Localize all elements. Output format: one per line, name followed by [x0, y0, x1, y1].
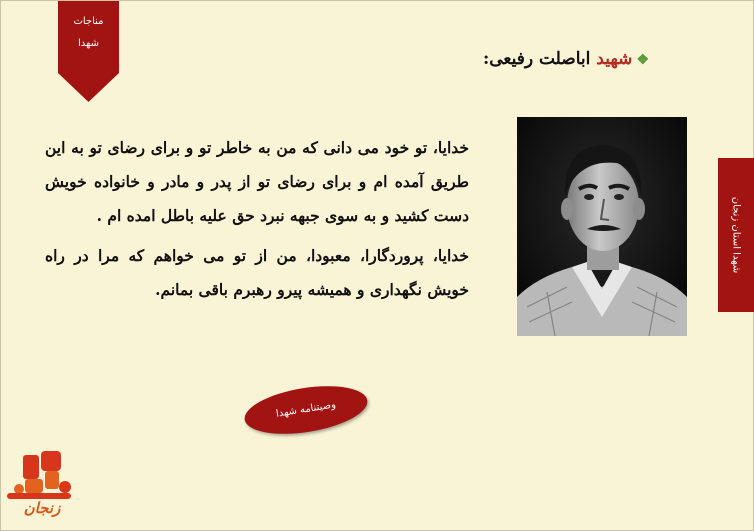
- pennant-line-1: مناجات: [73, 16, 104, 27]
- munajat-paragraph-1: خدایا، تو خود می دانی که من به خاطر تو و برای رضای تو به این طریق آمده ام و برای رضای تو از پدر و مادر و خانواده خویش دست کشید و به سوی جبهه نبرد حق علیه باطل امده ام .: [45, 138, 469, 225]
- pennant-line-2: شهدا: [77, 38, 99, 49]
- side-tab-label: شهدا استان زنجان: [730, 196, 742, 274]
- pennant-label: [58, 11, 119, 55]
- diamond-bullet-icon: ❖: [636, 52, 649, 68]
- logo-city-label: زنجان: [23, 499, 61, 517]
- martyr-name: اباصلت رفیعی:: [482, 49, 591, 69]
- province-side-tab[interactable]: [718, 158, 754, 312]
- munajat-pennant[interactable]: [58, 1, 119, 102]
- wills-button-label: وصیتنامه شهدا: [275, 399, 337, 420]
- wills-button[interactable]: [241, 379, 370, 442]
- portrait-illustration: [517, 117, 687, 336]
- navid-shahed-logo: [1, 449, 81, 529]
- martyr-title: [483, 49, 649, 69]
- title-prefix: شهید: [596, 49, 633, 69]
- munajat-paragraph-2: خدایا، پروردگارا، معبودا، من از تو می خواهم که مرا در راه خویش نگهداری و همیشه پیرو رهبرم باقی بمانم.: [45, 246, 469, 299]
- martyr-portrait: [517, 117, 687, 336]
- logo-mark: [1, 449, 81, 505]
- munajat-text: [45, 131, 469, 307]
